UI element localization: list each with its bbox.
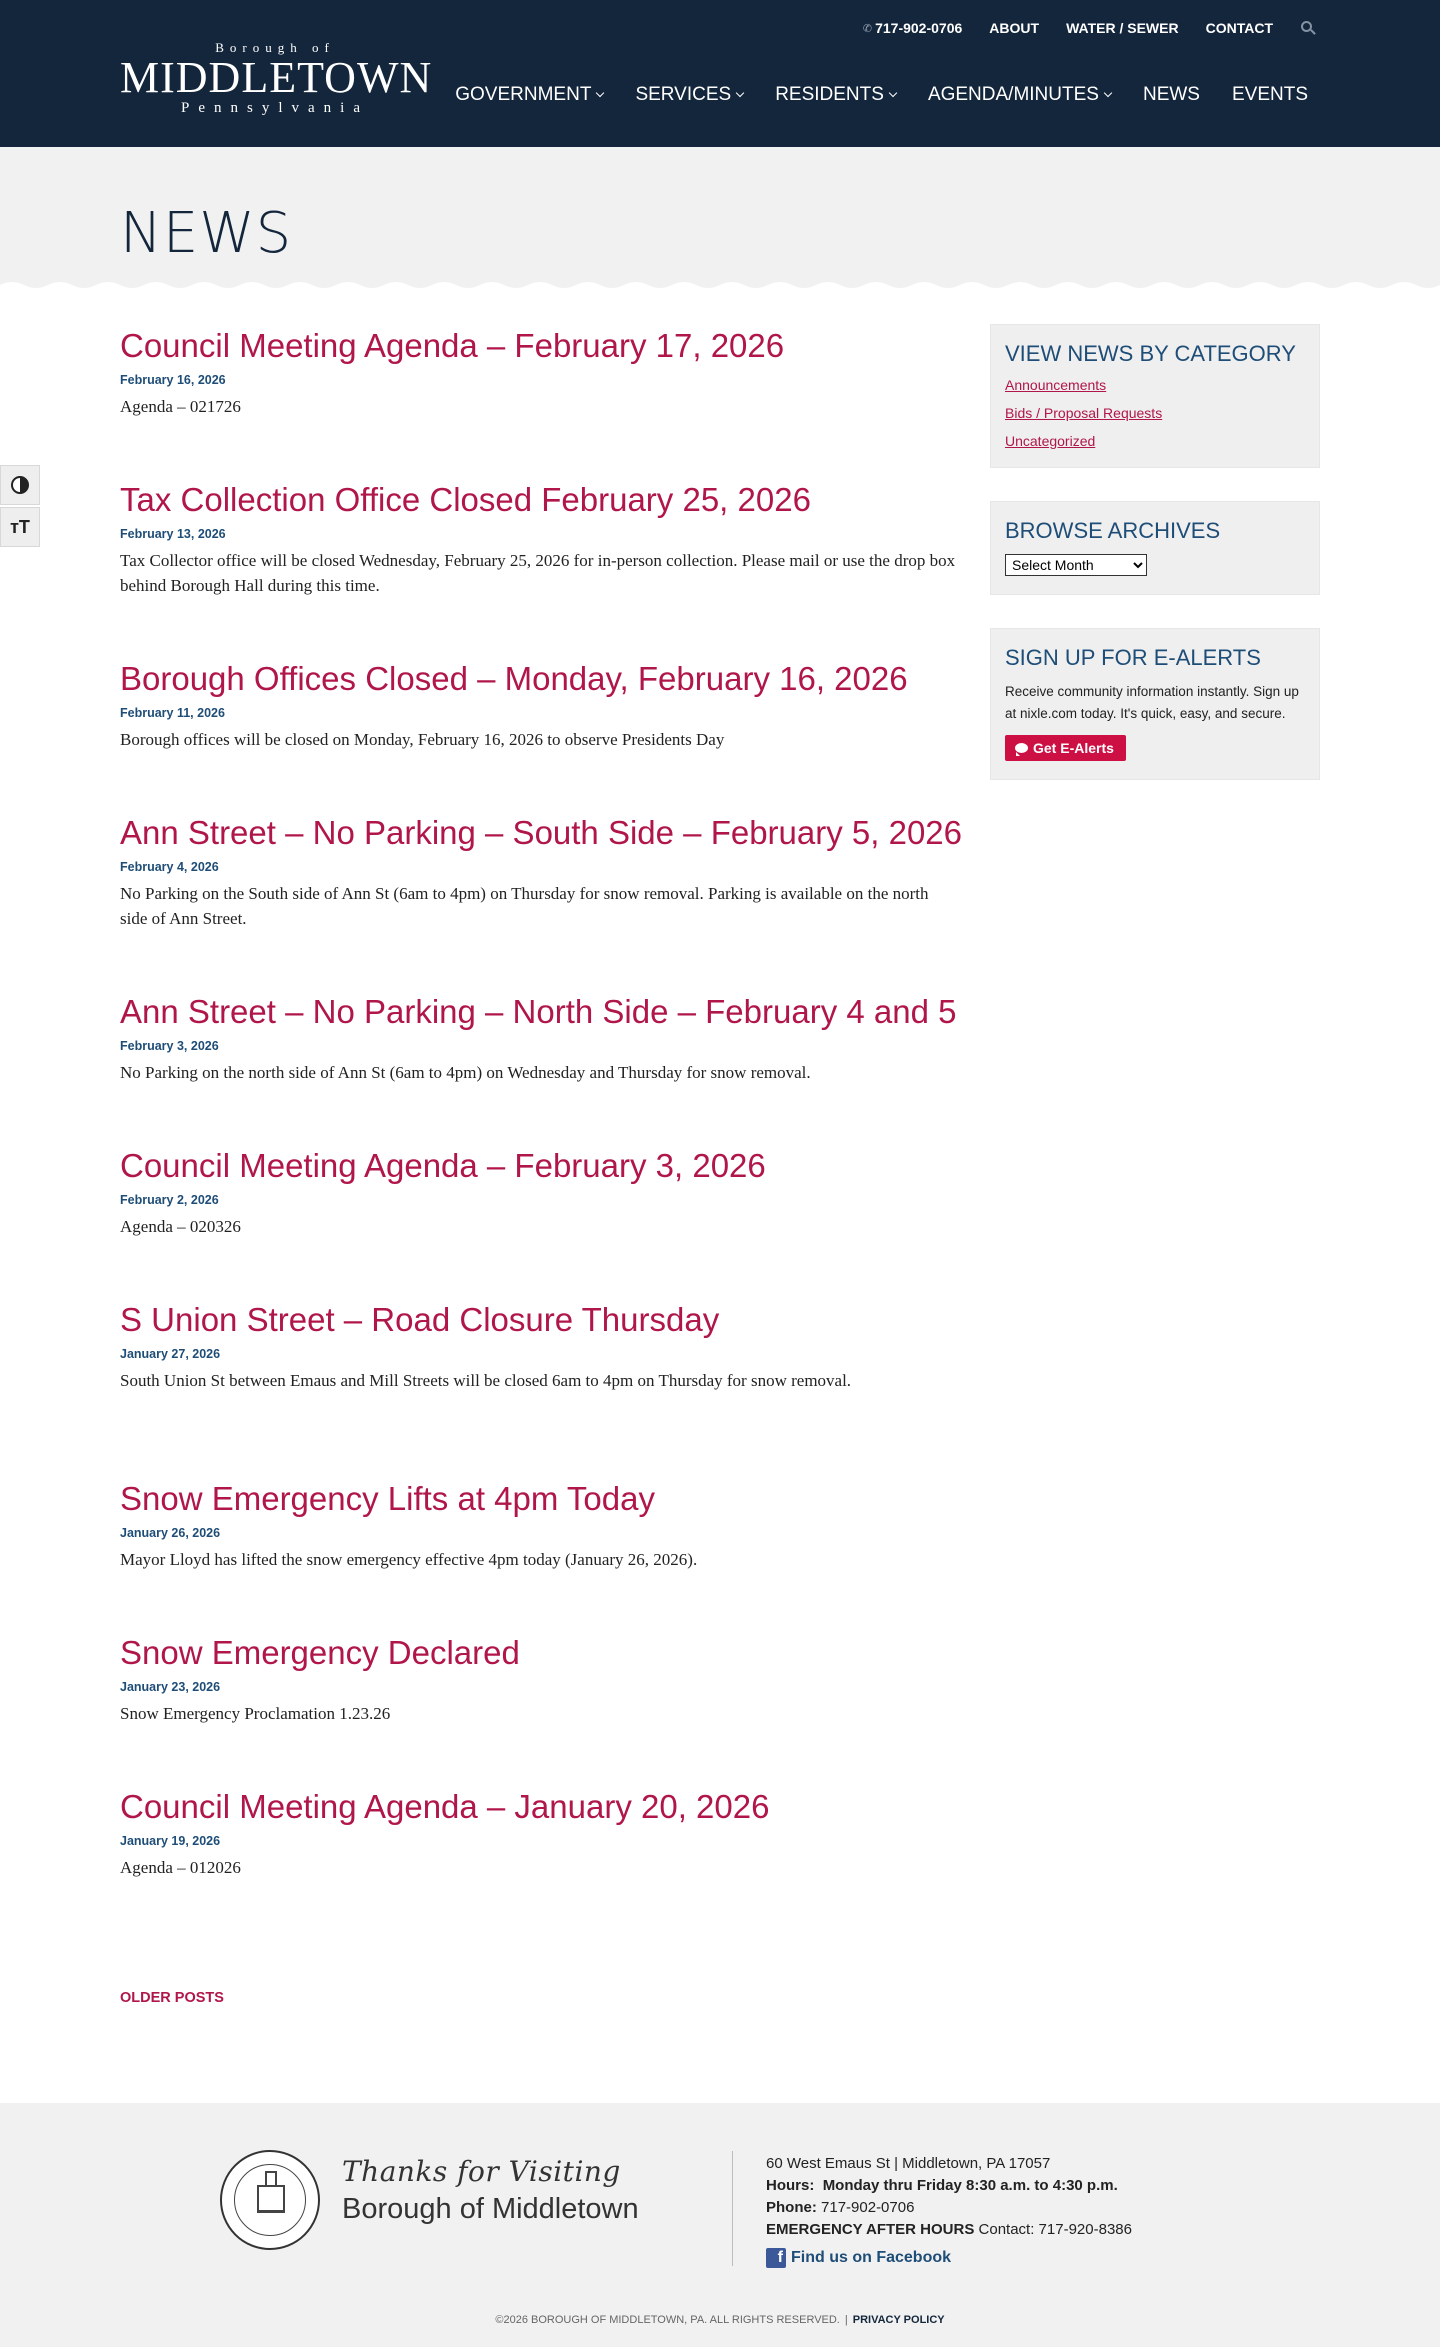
footer-emergency-contact: Contact: 717-920-8386	[978, 2221, 1132, 2238]
footer-copyright-row: ©2026 BOROUGH OF MIDDLETOWN, PA. ALL RIGHTS RESERVED. | PRIVACY POLICY	[495, 2314, 945, 2326]
search-icon[interactable]	[1300, 20, 1316, 36]
nav-residents-label: RESIDENTS	[775, 84, 884, 105]
news-post	[120, 479, 960, 658]
news-post-list	[120, 325, 963, 2006]
category-widget-title: VIEW NEWS BY CATEGORY	[1005, 341, 1296, 366]
footer-phone-label: Phone:	[766, 2199, 817, 2216]
site-header	[0, 0, 1440, 147]
phone-icon: ✆	[862, 22, 873, 35]
nav-news[interactable]: NEWS	[1142, 84, 1200, 105]
footer-contact-info	[766, 2153, 1132, 2269]
news-post	[120, 1145, 960, 1299]
font-size-toggle[interactable]	[0, 507, 40, 547]
category-link-bids[interactable]: Bids / Proposal Requests	[1005, 405, 1163, 421]
water-sewer-link[interactable]: WATER / SEWER	[1066, 20, 1179, 36]
post-excerpt: Agenda – 012026	[120, 1858, 241, 1877]
nav-government[interactable]	[455, 84, 603, 106]
page-title: NEWS	[120, 201, 293, 266]
chevron-down-icon	[1104, 89, 1112, 97]
post-date: January 23, 2026	[120, 1680, 221, 1694]
post-excerpt: No Parking on the South side of Ann St (6am to 4pm) on Thursday for snow removal. Parking is available on the north side of Ann Street.	[120, 884, 929, 928]
news-post	[120, 658, 960, 812]
post-excerpt: Mayor Lloyd has lifted the snow emergency effective 4pm today (January 26, 2026).	[120, 1550, 698, 1569]
about-link[interactable]: ABOUT	[989, 20, 1040, 36]
archive-month-select[interactable]	[1005, 554, 1147, 576]
header-phone-link[interactable]	[863, 20, 962, 36]
chat-icon	[1015, 743, 1028, 753]
font-size-icon: ᴛT	[10, 516, 30, 537]
nav-services-label: SERVICES	[635, 84, 732, 105]
e-alerts-widget	[990, 628, 1320, 780]
nav-agenda-minutes-label: AGENDA/MINUTES	[927, 84, 1099, 105]
sidebar	[990, 324, 1320, 813]
post-date: January 26, 2026	[120, 1526, 221, 1540]
nav-residents[interactable]	[775, 84, 896, 106]
footer-hours-row	[766, 2175, 1132, 2197]
high-contrast-toggle[interactable]	[0, 465, 40, 505]
news-post	[120, 325, 960, 479]
post-title-link[interactable]: Council Meeting Agenda – January 20, 2026	[120, 1788, 770, 1825]
post-excerpt: Agenda – 021726	[120, 397, 241, 416]
post-excerpt: No Parking on the north side of Ann St (6am to 4pm) on Wednesday and Thursday for snow removal.	[120, 1063, 811, 1082]
e-alerts-widget-title: SIGN UP FOR E-ALERTS	[1005, 645, 1261, 670]
archives-widget	[990, 501, 1320, 595]
page-title-band	[0, 147, 1440, 292]
utility-nav	[863, 20, 1316, 36]
footer-phone[interactable]: 717-902-0706	[821, 2199, 915, 2216]
news-post	[120, 1786, 960, 1940]
post-date: February 3, 2026	[120, 1039, 219, 1053]
privacy-policy-link[interactable]: PRIVACY POLICY	[852, 2314, 945, 2326]
site-logo[interactable]	[120, 40, 433, 117]
post-date: February 4, 2026	[120, 860, 219, 874]
post-title-link[interactable]: Ann Street – No Parking – North Side – February 4 and 5	[120, 993, 957, 1030]
main-nav	[455, 84, 1308, 106]
logo-bottom-text: Pennsylvania	[181, 100, 369, 116]
news-post	[120, 1478, 960, 1632]
post-excerpt: Borough offices will be closed on Monday, February 16, 2026 to observe Presidents Day	[120, 730, 725, 749]
post-title-link[interactable]: Snow Emergency Declared	[120, 1634, 520, 1671]
older-posts-link[interactable]: OLDER POSTS	[120, 1990, 224, 2006]
news-post	[120, 991, 960, 1145]
nav-agenda-minutes[interactable]	[928, 84, 1111, 106]
accessibility-toolbar	[0, 465, 40, 549]
post-title-link[interactable]: Ann Street – No Parking – South Side – February 5, 2026	[120, 814, 963, 851]
chevron-down-icon	[736, 89, 744, 97]
facebook-link-label: Find us on Facebook	[791, 2249, 952, 2266]
wave-divider	[0, 279, 1440, 293]
logo-top-text: Borough of	[215, 40, 335, 55]
footer-hours: Monday thru Friday 8:30 a.m. to 4:30 p.m.	[822, 2177, 1118, 2194]
e-alerts-description: Receive community information instantly. Sign up at nixle.com today. It's quick, easy, and secure.	[1005, 684, 1299, 721]
footer-emergency-row	[766, 2219, 1132, 2241]
chevron-down-icon	[889, 89, 897, 97]
post-date: February 13, 2026	[120, 527, 226, 541]
borough-seal	[220, 2150, 320, 2250]
post-title-link[interactable]: Council Meeting Agenda – February 17, 2026	[120, 327, 785, 364]
post-excerpt: Tax Collector office will be closed Wednesday, February 25, 2026 for in-person collection. Please mail or use the drop box behind Borough Hall during this time.	[120, 551, 956, 595]
logo-main-text: MIDDLETOWN	[120, 53, 433, 102]
post-title-link[interactable]: Borough Offices Closed – Monday, February 16, 2026	[120, 660, 908, 697]
post-date: January 19, 2026	[120, 1834, 221, 1848]
nav-services[interactable]	[635, 84, 743, 106]
footer-divider	[732, 2151, 733, 2266]
category-link-announcements[interactable]: Announcements	[1005, 377, 1107, 393]
post-date: January 27, 2026	[120, 1347, 221, 1361]
site-footer	[0, 2103, 1440, 2347]
post-title-link[interactable]: Council Meeting Agenda – February 3, 2026	[120, 1147, 766, 1184]
post-excerpt: South Union St between Emaus and Mill Streets will be closed 6am to 4pm on Thursday for snow removal.	[120, 1371, 852, 1390]
contact-link[interactable]: CONTACT	[1205, 20, 1273, 36]
footer-borough-name: Borough of Middletown	[342, 2193, 639, 2225]
news-post	[120, 1632, 960, 1786]
get-e-alerts-label: Get E-Alerts	[1033, 740, 1114, 756]
facebook-link[interactable]	[766, 2247, 1132, 2269]
post-title-link[interactable]: Tax Collection Office Closed February 25, 2026	[120, 481, 811, 518]
footer-address: 60 West Emaus St | Middletown, PA 17057	[766, 2155, 1051, 2172]
archives-widget-title: BROWSE ARCHIVES	[1005, 518, 1221, 543]
footer-thanks: Thanks for Visiting	[342, 2155, 621, 2188]
post-title-link[interactable]: S Union Street – Road Closure Thursday	[120, 1301, 720, 1338]
news-post	[120, 1299, 960, 1478]
post-title-link[interactable]: Snow Emergency Lifts at 4pm Today	[120, 1480, 655, 1517]
footer-phone-row	[766, 2197, 1132, 2219]
nav-events[interactable]: EVENTS	[1231, 84, 1308, 105]
facebook-icon: f	[766, 2248, 786, 2268]
header-phone-number: 717-902-0706	[875, 20, 963, 36]
chevron-down-icon	[596, 89, 604, 97]
post-date: February 16, 2026	[120, 373, 226, 387]
category-widget	[990, 324, 1320, 468]
contrast-icon	[11, 476, 29, 494]
copyright-text: ©2026 BOROUGH OF MIDDLETOWN, PA. ALL RIGHTS RESERVED.	[495, 2314, 840, 2326]
post-date: February 11, 2026	[120, 706, 225, 720]
footer-hours-label: Hours:	[766, 2177, 815, 2194]
footer-emergency-label: EMERGENCY AFTER HOURS	[766, 2221, 975, 2238]
post-date: February 2, 2026	[120, 1193, 219, 1207]
post-excerpt: Snow Emergency Proclamation 1.23.26	[120, 1704, 391, 1723]
category-link-uncategorized[interactable]: Uncategorized	[1005, 433, 1096, 449]
news-post	[120, 812, 963, 991]
get-e-alerts-button[interactable]	[1005, 735, 1126, 761]
post-excerpt: Agenda – 020326	[120, 1217, 241, 1236]
nav-government-label: GOVERNMENT	[455, 84, 592, 105]
